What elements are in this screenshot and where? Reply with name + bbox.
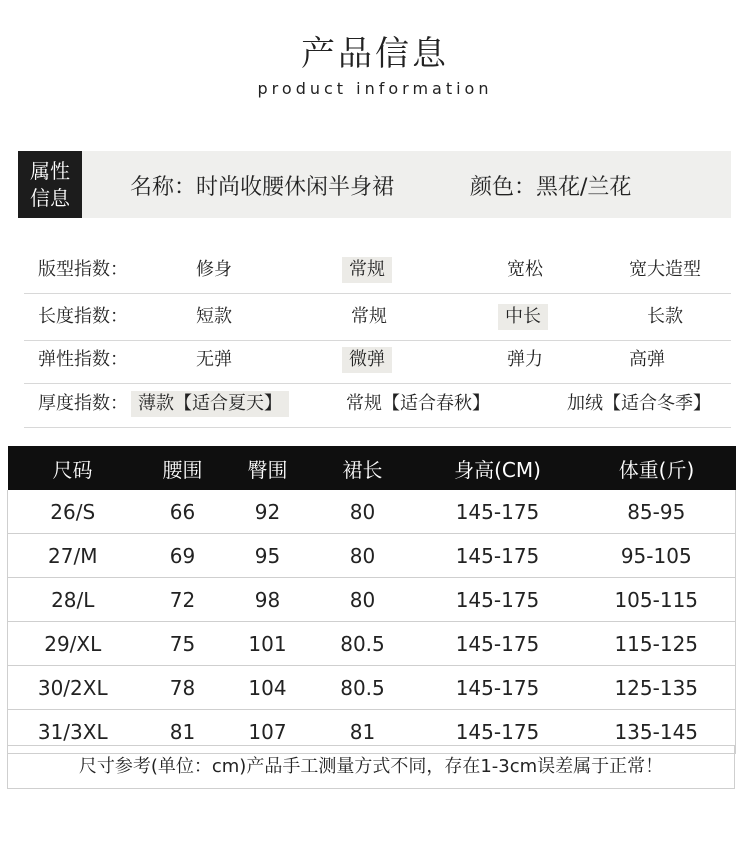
table-cell: 29/XL xyxy=(8,622,138,666)
table-cell: 30/2XL xyxy=(8,666,138,710)
table-cell: 135-145 xyxy=(578,710,736,754)
table-cell: 145-175 xyxy=(418,622,578,666)
table-cell: 104 xyxy=(228,666,308,710)
header-skirt-length: 裙长 xyxy=(308,446,418,490)
table-row xyxy=(8,666,736,710)
table-cell: 125-135 xyxy=(578,666,736,710)
index-option: 无弹 xyxy=(196,349,232,370)
index-row-fit xyxy=(24,247,731,294)
index-option: 修身 xyxy=(196,259,232,280)
table-cell: 98 xyxy=(228,578,308,622)
index-option-selected: 常规 xyxy=(342,257,392,283)
table-cell: 95 xyxy=(228,534,308,578)
header-weight: 体重(斤) xyxy=(578,446,736,490)
table-row xyxy=(8,534,736,578)
product-name: 名称：时尚收腰休闲半身裙 xyxy=(130,175,395,200)
table-cell: 80.5 xyxy=(308,666,418,710)
attribute-badge-label: 属性信息 xyxy=(30,158,70,210)
page-subtitle: product information xyxy=(257,79,493,98)
table-cell: 105-115 xyxy=(578,578,736,622)
table-cell: 72 xyxy=(138,578,228,622)
header-height: 身高(CM) xyxy=(418,446,578,490)
size-note: 尺寸参考(单位：cm)产品手工测量方式不同，存在1-3cm误差属于正常！ xyxy=(7,745,735,789)
table-cell: 81 xyxy=(138,710,228,754)
index-option: 长款 xyxy=(647,306,683,327)
table-row xyxy=(8,578,736,622)
index-option: 宽松 xyxy=(507,259,543,280)
size-table xyxy=(7,446,736,754)
attribute-band xyxy=(18,151,731,218)
table-cell: 92 xyxy=(228,490,308,534)
index-option: 宽大造型 xyxy=(629,259,701,280)
header-hip: 臀围 xyxy=(228,446,308,490)
index-option-selected: 微弹 xyxy=(342,347,392,373)
table-row xyxy=(8,622,736,666)
table-cell: 80 xyxy=(308,578,418,622)
index-row-elasticity xyxy=(24,337,731,384)
table-cell: 145-175 xyxy=(418,490,578,534)
table-cell: 95-105 xyxy=(578,534,736,578)
table-cell: 75 xyxy=(138,622,228,666)
table-cell: 26/S xyxy=(8,490,138,534)
product-color: 颜色：黑花/兰花 xyxy=(470,175,632,200)
table-cell: 69 xyxy=(138,534,228,578)
index-option: 高弹 xyxy=(629,349,665,370)
table-row xyxy=(8,490,736,534)
index-option: 短款 xyxy=(196,306,232,327)
table-cell: 115-125 xyxy=(578,622,736,666)
table-cell: 81 xyxy=(308,710,418,754)
table-cell: 145-175 xyxy=(418,578,578,622)
index-option: 常规【适合春秋】 xyxy=(346,393,490,414)
table-cell: 107 xyxy=(228,710,308,754)
table-cell: 80 xyxy=(308,534,418,578)
table-cell: 78 xyxy=(138,666,228,710)
table-cell: 66 xyxy=(138,490,228,534)
header-size: 尺码 xyxy=(8,446,138,490)
table-cell: 80.5 xyxy=(308,622,418,666)
size-table-header xyxy=(8,446,736,490)
index-option: 弹力 xyxy=(507,349,543,370)
page-title: 产品信息 xyxy=(301,34,449,74)
index-option-selected: 薄款【适合夏天】 xyxy=(131,391,289,417)
index-label: 版型指数： xyxy=(38,259,128,280)
table-cell: 80 xyxy=(308,490,418,534)
index-label: 弹性指数： xyxy=(38,349,128,370)
index-label: 厚度指数： xyxy=(38,393,128,414)
table-cell: 101 xyxy=(228,622,308,666)
table-cell: 27/M xyxy=(8,534,138,578)
index-row-thickness xyxy=(24,381,731,428)
header-waist: 腰围 xyxy=(138,446,228,490)
index-option: 加绒【适合冬季】 xyxy=(567,393,711,414)
index-label: 长度指数： xyxy=(38,306,128,327)
table-cell: 145-175 xyxy=(418,710,578,754)
table-cell: 145-175 xyxy=(418,666,578,710)
table-cell: 145-175 xyxy=(418,534,578,578)
index-option: 常规 xyxy=(351,306,387,327)
table-cell: 28/L xyxy=(8,578,138,622)
index-row-length xyxy=(24,294,731,341)
attribute-badge xyxy=(18,151,82,218)
table-cell: 31/3XL xyxy=(8,710,138,754)
index-option-selected: 中长 xyxy=(498,304,548,330)
table-cell: 85-95 xyxy=(578,490,736,534)
